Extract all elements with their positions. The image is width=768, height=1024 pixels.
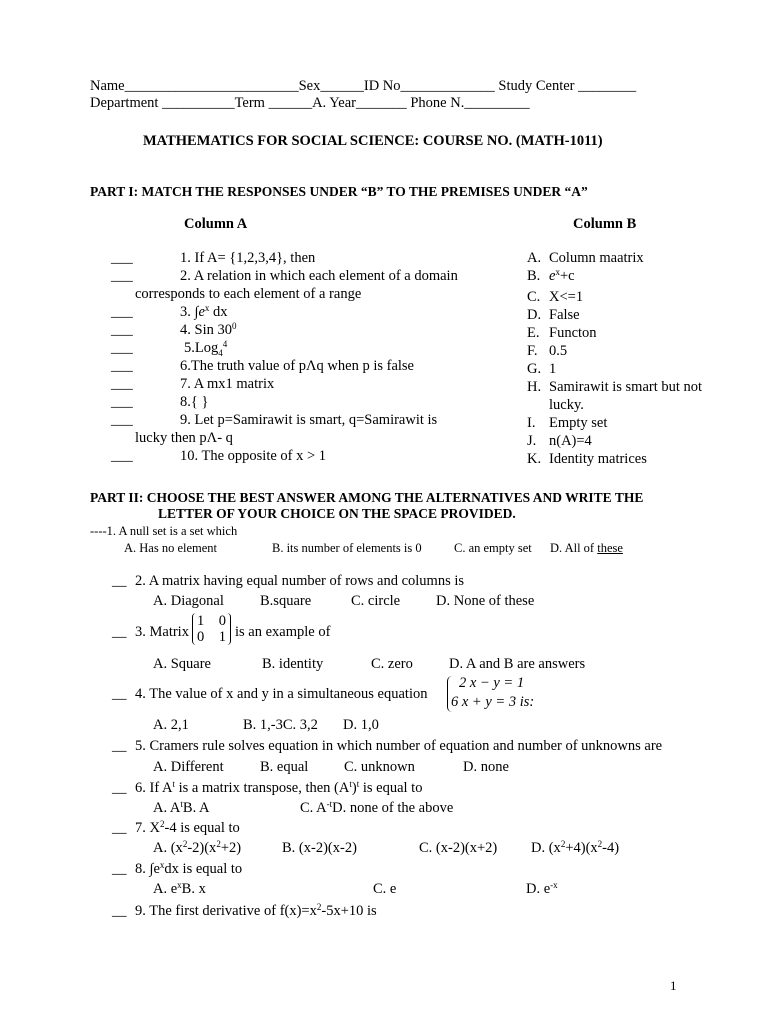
q7-option-b: B. (x-2)(x-2) xyxy=(282,840,357,856)
q7-opt-sup: 2 xyxy=(182,839,188,849)
answer-blank: __ xyxy=(112,820,127,836)
q3-option-c: C. zero xyxy=(371,656,413,672)
q2-option-a: A. Diagonal xyxy=(153,593,224,609)
answer-blank: __ xyxy=(112,624,127,640)
response-letter: I. xyxy=(527,415,536,431)
q7-opt-text: +4)(x xyxy=(565,840,598,856)
question-9 xyxy=(135,902,377,920)
response-base: e xyxy=(549,268,556,284)
response-letter: B. xyxy=(527,268,541,284)
q6-opt-text: A. A xyxy=(153,800,181,816)
q7-option-d xyxy=(531,839,619,857)
answer-blank: ___ xyxy=(111,394,133,410)
response-text: lucky. xyxy=(549,397,584,413)
q6-text: is equal to xyxy=(359,780,423,796)
premise-5-base: 4 xyxy=(218,347,223,358)
response-letter: J. xyxy=(527,433,537,449)
question-6 xyxy=(135,779,422,797)
q5-option-c: C. unknown xyxy=(344,759,415,775)
answer-blank: ___ xyxy=(111,268,133,284)
q7-opt-text: A. (x xyxy=(153,840,183,856)
premise-10: 10. The opposite of x > 1 xyxy=(180,448,327,464)
response-j xyxy=(527,432,592,450)
q7-opt-text: -4) xyxy=(602,840,620,856)
q2-option-b: B.square xyxy=(260,593,312,609)
q6-opt-text: B. A xyxy=(182,800,210,816)
q8-option-d xyxy=(526,880,558,898)
answer-blank: ___ xyxy=(111,412,133,428)
response-letter: K. xyxy=(527,451,542,467)
premise-3-exp: x xyxy=(204,303,210,313)
part1-heading: PART I: MATCH THE RESPONSES UNDER “B” TO THE PREMISES UNDER “A” xyxy=(90,184,588,199)
response-f xyxy=(527,342,567,360)
response-a xyxy=(527,249,644,267)
response-h-cont xyxy=(527,396,584,414)
q6-sup: t xyxy=(172,779,175,789)
response-letter: F. xyxy=(527,343,538,359)
answer-blank: ___ xyxy=(111,340,133,356)
response-text: 0.5 xyxy=(549,343,568,359)
q7-opt-sup: 2 xyxy=(216,839,221,849)
page-number: 1 xyxy=(670,978,677,993)
premise-1: 1. If A= {1,2,3,4}, then xyxy=(180,250,316,266)
premise-5-text: 5.Log xyxy=(184,340,219,356)
response-g xyxy=(527,360,556,378)
premise-4 xyxy=(180,321,236,339)
q7-opt-text: -2)(x xyxy=(187,840,217,856)
premise-6: 6.The truth value of pΛq when p is false xyxy=(180,358,414,374)
part2-heading-2: LETTER OF YOUR CHOICE ON THE SPACE PROVIDED. xyxy=(158,506,516,521)
premise-4-text: 4. Sin 30 xyxy=(180,322,232,338)
q8-opt-text: A. e xyxy=(153,881,178,897)
question-2: 2. A matrix having equal number of rows and columns is xyxy=(135,573,465,589)
response-letter: A. xyxy=(527,250,542,266)
question-4: 4. The value of x and y in a simultaneous equation xyxy=(135,686,428,702)
response-letter: E. xyxy=(527,325,540,341)
q1-option-a: A. Has no element xyxy=(124,541,218,555)
q3-option-a: A. Square xyxy=(153,656,211,672)
q5-option-a: A. Different xyxy=(153,759,224,775)
q6-opt-sup: t xyxy=(180,799,183,809)
premise-2: 2. A relation in which each element of a domain xyxy=(180,268,458,284)
response-b xyxy=(527,267,575,285)
header-line-2: Department __________Term ______A. Year_______ Phone N._________ xyxy=(90,95,530,111)
q3-option-d: D. A and B are answers xyxy=(449,656,586,672)
answer-blank: ___ xyxy=(111,250,133,266)
q7-text: -4 is equal to xyxy=(164,820,240,836)
response-h xyxy=(527,378,702,396)
answer-blank: __ xyxy=(112,738,127,754)
response-letter: G. xyxy=(527,361,542,377)
q6-text: 6. If A xyxy=(135,780,173,796)
q8-text: 8. ∫e xyxy=(135,861,160,877)
q7-opt-text: +2) xyxy=(220,840,242,856)
q3-option-b: B. identity xyxy=(262,656,324,672)
q9-text: -5x+10 is xyxy=(321,903,377,919)
q5-option-b: B. equal xyxy=(260,759,309,775)
q7-sup: 2 xyxy=(159,819,165,829)
q4-option-a: A. 2,1 xyxy=(153,717,189,733)
q1-option-b: B. its number of elements is 0 xyxy=(272,541,422,555)
q4-option-b: B. 1,-3C. 3,2 xyxy=(243,717,318,733)
response-text: Functon xyxy=(549,325,597,341)
premise-3-base: e xyxy=(198,304,205,320)
q8-opt-sup: -x xyxy=(550,880,558,890)
response-text: Empty set xyxy=(549,415,608,431)
question-3-post: is an example of xyxy=(235,624,331,640)
q8-opt-text: B. x xyxy=(181,881,206,897)
response-letter: H. xyxy=(527,379,542,395)
response-text: Column maatrix xyxy=(549,250,644,266)
q6-opt-text: D. none of the above xyxy=(332,800,454,816)
q6-sup: t xyxy=(349,779,352,789)
response-c xyxy=(527,288,583,306)
response-text: Samirawit is smart but not xyxy=(549,379,703,395)
q8-option-a-b xyxy=(153,880,206,898)
answer-blank: __ xyxy=(112,573,127,589)
premise-2-cont: corresponds to each element of a range xyxy=(135,286,362,302)
q5-option-d: D. none xyxy=(463,759,509,775)
q7-opt-sup: 2 xyxy=(597,839,603,849)
response-text: Identity matrices xyxy=(549,451,647,467)
premise-9: 9. Let p=Samirawit is smart, q=Samirawit is xyxy=(180,412,438,428)
premise-9-cont: lucky then pΛ- q xyxy=(135,430,233,446)
header-line-1: Name________________________Sex______ID No_____________ Study Center ________ xyxy=(90,78,637,94)
answer-blank: ___ xyxy=(111,322,133,338)
matrix-row-2: 0 1 xyxy=(197,629,226,645)
answer-blank: ___ xyxy=(111,304,133,320)
response-text: X<=1 xyxy=(549,289,584,305)
premise-3-dx: dx xyxy=(209,304,228,320)
response-letter: C. xyxy=(527,289,541,305)
q7-opt-sup: 2 xyxy=(560,839,566,849)
question-1: ----1. A null set is a set which xyxy=(90,524,238,538)
response-exp: x xyxy=(555,267,560,277)
q4-option-d: D. 1,0 xyxy=(343,717,379,733)
premise-3 xyxy=(180,303,228,321)
q8-opt-text: D. e xyxy=(526,881,551,897)
q7-option-a xyxy=(153,839,241,857)
q9-sup: 2 xyxy=(316,902,322,912)
q6-opt-sup: -t xyxy=(326,799,333,809)
q7-opt-text: D. (x xyxy=(531,840,561,856)
answer-blank: __ xyxy=(112,780,127,796)
q2-option-d: D. None of these xyxy=(436,593,535,609)
page-title: MATHEMATICS FOR SOCIAL SCIENCE: COURSE NO. (MATH-1011) xyxy=(143,133,603,149)
q8-sup: x xyxy=(159,860,165,870)
answer-blank: __ xyxy=(112,686,127,702)
q1-option-c: C. an empty set xyxy=(454,541,532,555)
q6-opt-text: C. A xyxy=(300,800,327,816)
q2-option-c: C. circle xyxy=(351,593,401,609)
q4-equation-1: 2 x − y = 1 xyxy=(459,675,525,691)
answer-blank: ___ xyxy=(111,448,133,464)
answer-blank: __ xyxy=(112,861,127,877)
q4-equation-2: 6 x + y = 3 is: xyxy=(451,694,535,710)
response-k xyxy=(527,450,647,468)
column-b-heading: Column B xyxy=(573,216,637,232)
q8-option-c: C. e xyxy=(373,881,397,897)
matrix-row-1: 1 0 xyxy=(197,613,226,629)
answer-blank: ___ xyxy=(111,376,133,392)
premise-8: 8.{ } xyxy=(180,394,209,410)
question-5: 5. Cramers rule solves equation in which number of equation and number of unknowns are xyxy=(135,738,663,754)
part2-heading-1: PART II: CHOOSE THE BEST ANSWER AMONG THE ALTERNATIVES AND WRITE THE xyxy=(90,490,644,505)
q7-option-c: C. (x-2)(x+2) xyxy=(419,840,498,856)
answer-blank: __ xyxy=(112,903,127,919)
question-3-pre: 3. Matrix xyxy=(135,624,189,640)
q6-option-a-b xyxy=(153,799,210,817)
q7-text: 7. X xyxy=(135,820,160,836)
integral-sign: 3. ∫ xyxy=(180,304,199,320)
q6-text: ) xyxy=(351,780,357,796)
column-a-heading: Column A xyxy=(184,216,248,232)
response-d xyxy=(527,306,580,324)
response-letter: D. xyxy=(527,307,542,323)
response-text: 1 xyxy=(549,361,557,377)
q1-option-d-text: D. All of xyxy=(550,541,598,555)
q1-option-d xyxy=(550,539,623,557)
response-e xyxy=(527,324,597,342)
matrix-brackets xyxy=(192,613,231,645)
q6-sup: t xyxy=(356,779,360,789)
q6-option-c-d xyxy=(300,799,453,817)
question-7 xyxy=(135,819,240,837)
q9-text: 9. The first derivative of f(x)=x xyxy=(135,903,317,919)
response-i xyxy=(527,414,607,432)
response-text: n(A)=4 xyxy=(549,433,592,449)
response-text: False xyxy=(549,307,580,323)
q8-opt-sup: x xyxy=(177,880,182,890)
premise-5-exp: 4 xyxy=(222,339,228,349)
q6-text: is a matrix transpose, then (A xyxy=(174,780,350,796)
premise-4-exp: 0 xyxy=(231,321,237,331)
q3-matrix xyxy=(192,613,231,645)
response-text: +c xyxy=(559,268,575,284)
premise-7: 7. A mx1 matrix xyxy=(180,376,275,392)
question-8 xyxy=(135,860,242,878)
q8-text: dx is equal to xyxy=(164,861,243,877)
q1-option-d-underlined: these xyxy=(597,541,623,555)
answer-blank: ___ xyxy=(111,358,133,374)
